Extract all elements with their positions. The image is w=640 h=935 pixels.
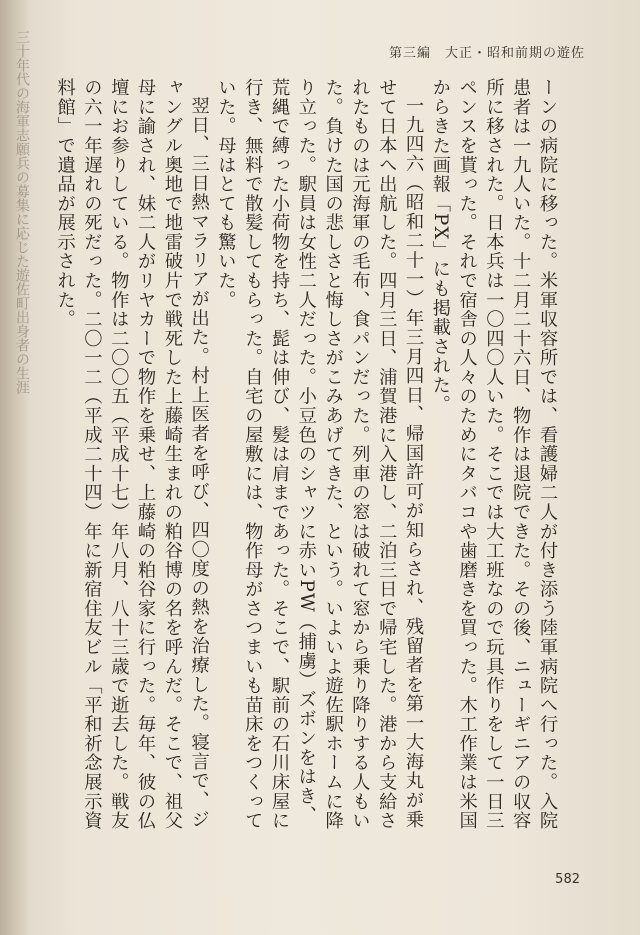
previous-page-edge-text: 三十年代の海軍志願兵の募集に応じた遊佐町出身者の生涯 — [14, 30, 30, 394]
paragraph-2: 一九四六（昭和二十一）年三月四日、帰国許可が知らされ、残留者を第一大海丸が乗せて日本へ出航した。四月三日、浦賀港に入港し、二泊三日で帰宅した。港から支給されたものは元海軍の毛布、食パンだった。列車の窓は破れて窓から乗り降りする人もいた。負けた国の悲しさと悔しさがこみあげてきた、という。いよいよ遊佐駅ホームに降り立った。駅員は女性二人だった。小豆色のシャツに赤いPW（捕虜）ズボンをはき、荒縄で縛った小荷物を持ち、髭は伸び、髪は肩まであった。そこで、駅前の石川床屋に行き、無料で散髪してもらった。自宅の屋敷には、物作母がさつまいも苗床をつくっていた。母はとても驚いた。 — [215, 78, 425, 831]
header-title: 大正・昭和前期の遊佐 — [444, 46, 585, 61]
main-body-text — [54, 78, 560, 838]
running-header — [389, 42, 585, 61]
paragraph-3: 翌日、三日熱マラリアが出た。村上医者を呼び、四〇度の熱を治療した。寝言で、ジャングル奥地で地雷破片で戦死した上藤崎生まれの粕谷博の名を呼んだ。そこで、祖父母に諭され、妹二人がリヤカーで物作を乗せ、上藤崎の粕谷家に行った。毎年、彼の仏壇にお参りしている。物作は二〇〇五（平成十七）年八月、八十三歳で逝去した。戦友の六一年遅れの死だった。二〇一二（平成二十四）年に新宿住友ビル「平和祈念展示資料館」で遺品が展示された。 — [54, 78, 210, 831]
paragraph-1: ーンの病院に移った。米軍収容所では、看護婦二人が付き添う陸軍病院へ行った。入院患者は一九人いた。十二月二十六日、物作は退院できた。その後、ニューギニアの収容所に移された。日本兵は一〇四〇人いた。そこでは大工班なので玩具作りをして一日三ペンスを貰った。それで宿舎の人々のためにタバコや歯磨きを買った。木工作業は米国からきた画報「PX」にも掲載された。 — [429, 78, 558, 831]
page-number: 582 — [555, 872, 580, 887]
header-section: 第三編 — [388, 46, 431, 61]
